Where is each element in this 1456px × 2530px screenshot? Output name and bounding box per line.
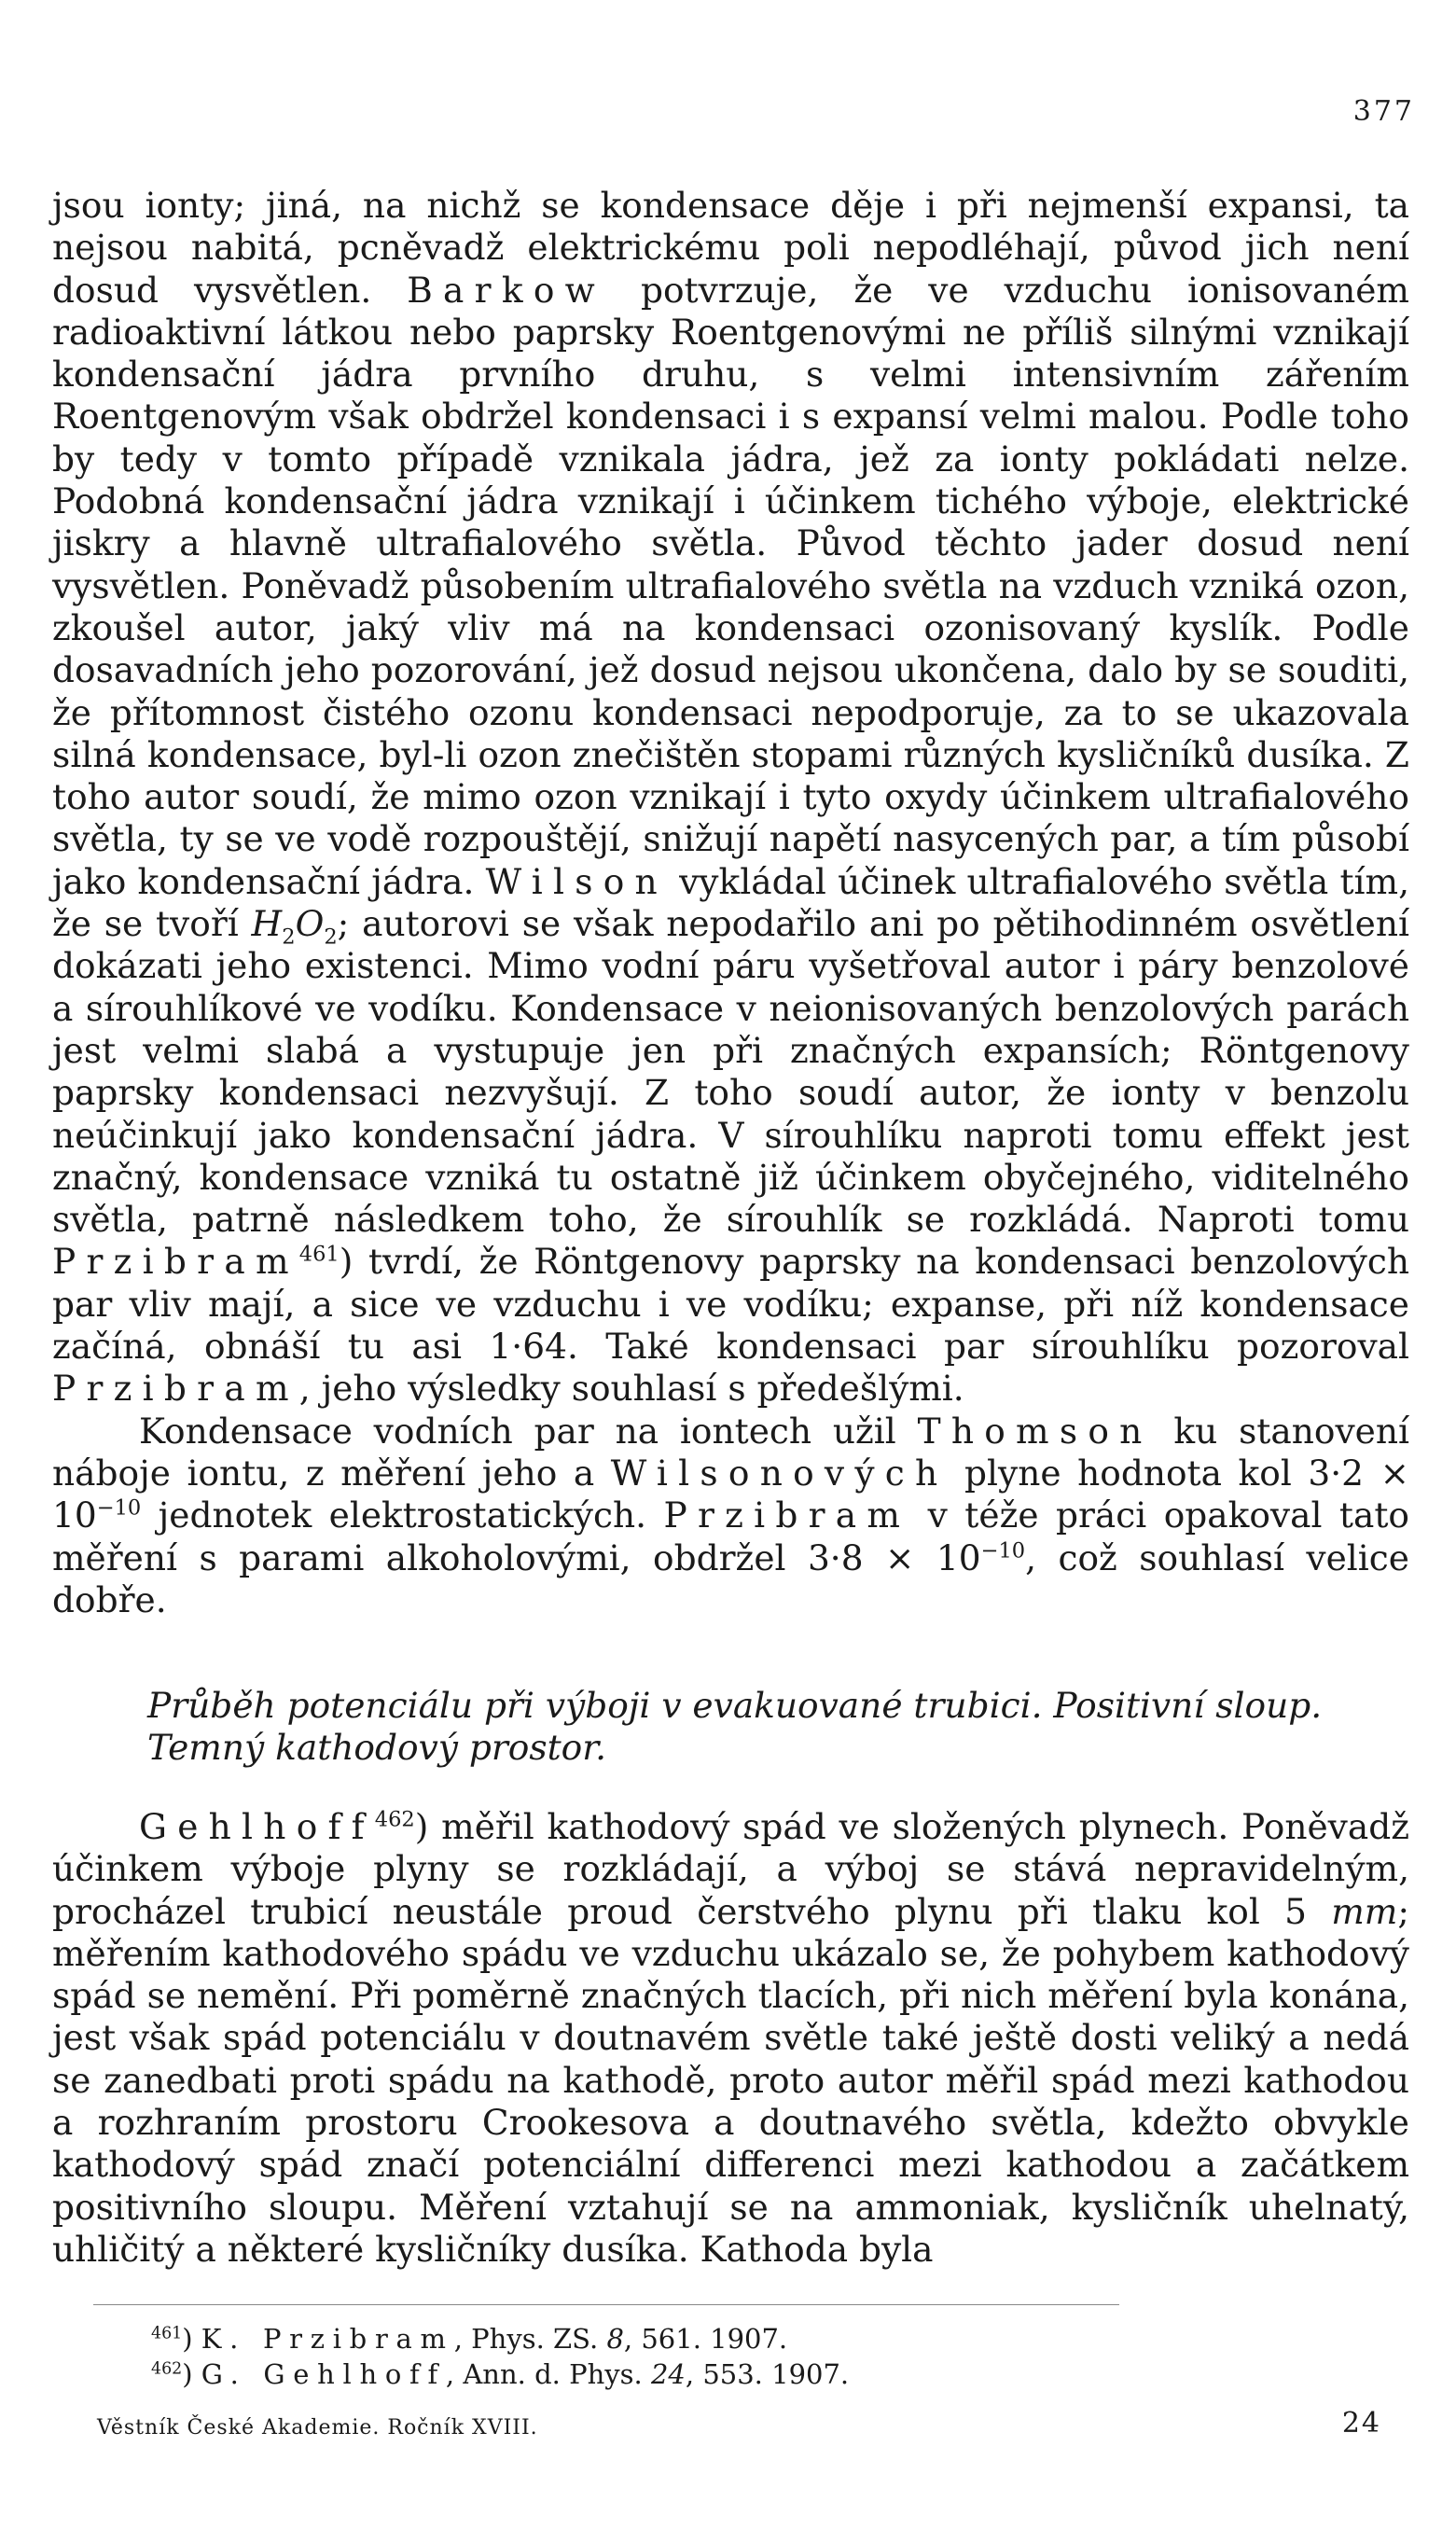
formula-symbol: O	[295, 903, 325, 945]
exponent: −10	[980, 1538, 1026, 1563]
footnote: $^{462}$) G. Gehlhoff, Ann. d. Phys. 24, 553. 1907.	[151, 2358, 850, 2390]
formula-subscript: 2	[324, 924, 338, 950]
exponent: −10	[96, 1495, 142, 1521]
author-name: Barkow	[407, 269, 605, 311]
section-paragraph	[52, 1806, 1409, 2271]
page-number: 377	[1352, 95, 1415, 128]
text-run: , jeho výsledky souhlasí s předešlými.	[298, 1368, 964, 1410]
author-name: Przibram	[52, 1368, 299, 1410]
text-run: plyne hodnota kol 3·2 × 10	[52, 1452, 1409, 1536]
footnote-volume: 8	[606, 2323, 624, 2355]
journal-footer: Věstník České Akademie. Ročník XVIII.	[97, 2416, 538, 2440]
author-name: Thomson	[917, 1410, 1153, 1452]
footnote-ref[interactable]: 462	[374, 1807, 415, 1832]
text-run: Kondensace vodních par na iontech užil	[139, 1410, 918, 1452]
section-heading: Průběh potenciálu při výboji v evakuované trubici. Positivní sloup. Temný kathodový prostor.	[147, 1685, 1323, 1768]
text-run: ) měřil kathodový spád ve složených plynech. Poněvadž účinkem výboje plyny se rozkládají, a výboj se stává nepravidelným, procházel trubicí neustále proud čerstvého plynu při tlaku kol 5	[52, 1806, 1409, 1932]
footnote-volume: 24	[650, 2358, 686, 2390]
text-run: ; měřením kathodového spádu ve vzduchu ukázalo se, že pohybem kathodový spád se nemění. Při poměrně značných tlacích, při nich měření byla konána, jest však spád potenciálu v doutnavém světle také ještě dosti veliký a nedá se zanedbati proti spádu na kathodě, proto autor měřil spád mezi kathodou a rozhraním prostoru Crookesova a doutnavého světla, kdežto obvykle kathodový spád značí potenciální differenci mezi kathodou a začátkem positivního sloupu. Měření vztahují se na ammoniak, kysličník uhelnatý, uhličitý a některé kysličníky dusíka. Kathoda byla	[52, 1890, 1409, 2270]
footnote-ref[interactable]: 461	[298, 1242, 340, 1267]
text-run: v téže práci opakoval tato měření s parami alkoholovými, obdržel 3·8 × 10	[52, 1494, 1409, 1578]
paragraph	[52, 1411, 1409, 1621]
signature-mark: 24	[1341, 2407, 1381, 2440]
footnote: $^{461}$) K. Przibram, Phys. ZS. 8, 561. 1907.	[151, 2323, 788, 2355]
footnote-text: , Phys. ZS.	[453, 2323, 607, 2355]
author-name: Przibram	[52, 1241, 299, 1283]
text-run: ; autorovi se však nepodařilo ani po pětihodinném osvětlení dokázati jeho existenci. Mimo vodní páru vyšetřoval autor i páry benzolové a sírouhlíkové ve vodíku. Kondensace v neionisovaných benzolových parách jest velmi slabá a vystupuje jen při značných expansích; Röntgenovy paprsky kondensaci nezvyšují. Z toho soudí autor, že ionty v benzolu neúčinkují jako kondensační jádra. V sírouhlíku naproti tomu effekt jest značný, kondensace vzniká tu ostatně již účinkem obyčejného, viditelného světla, patrně následkem toho, že sírouhlík se rozkládá. Naproti tomu	[52, 903, 1409, 1241]
formula-symbol: H	[251, 903, 283, 945]
text-run: jednotek elektrostatických.	[141, 1494, 664, 1536]
footnote-author: G. Gehlhoff	[201, 2358, 446, 2390]
author-name: Gehlhoff	[139, 1806, 375, 1847]
footnote-author: K. Przibram	[201, 2323, 454, 2355]
footnote-text: , 561. 1907.	[623, 2323, 788, 2355]
footnotes	[151, 2321, 1364, 2392]
footnote-number: 462	[151, 2359, 183, 2379]
author-name: Wilson	[485, 860, 668, 902]
text-run: jsou ionty; jiná, na nichž se kondensace děje i při nejmenší expansi, ta nejsou nabitá, pcněvadž elektrickému poli nepodléhají, původ jich není dosud vysvětlen.	[52, 185, 1409, 311]
author-name: Wilsonových	[610, 1452, 949, 1494]
author-name: Przibram	[663, 1494, 911, 1536]
main-text	[52, 185, 1409, 1621]
unit: mm	[1331, 1890, 1398, 1932]
footnote-text: , Ann. d. Phys.	[445, 2358, 651, 2390]
footnote-number: 461	[151, 2324, 183, 2343]
formula-subscript: 2	[282, 924, 296, 950]
text-run: vykládal účinek ultrafialového světla tím, že se tvoří	[52, 860, 1409, 945]
text-run: , což souhlasí velice dobře.	[52, 1536, 1409, 1620]
footnote-text: , 553. 1907.	[685, 2358, 850, 2390]
text-run: ku stanovení náboje iontu, z měření jeho a	[52, 1410, 1409, 1494]
text-run: potvrzuje, že ve vzduchu ionisovaném radioaktivní látkou nebo paprsky Roentgenovými ne příliš silnými vznikají kondensační jádra prvního druhu, s velmi intensivním zářením Roentgenovým však obdržel kondensaci i s expansí velmi malou. Podle toho by tedy v tomto případě vznikala jádra, jež za ionty pokládati nelze. Podobná kondensační jádra vznikají i účinkem tichého výboje, elektrické jiskry a hlavně ultrafialového světla. Původ těchto jader dosud není vysvětlen. Poněvadž působením ultrafialového světla na vzduch vzniká ozon, zkoušel autor, jaký vliv má na kondensaci ozonisovaný kyslík. Podle dosavadních jeho pozorování, jež dosud nejsou ukončena, dalo by se souditi, že přítomnost čistého ozonu kondensaci nepodporuje, za to se ukazovala silná kondensace, byl-li ozon znečištěn stopami různých kysličníků dusíka. Z toho autor soudí, že mimo ozon vznikají i tyto oxydy účinkem ultrafialového světla, ty se ve vodě rozpouštějí, snižují napětí nasycených par, a tím působí jako kondensační jádra.	[52, 269, 1409, 902]
text-run: ) tvrdí, že Röntgenovy paprsky na kondensaci benzolových par vliv mají, a sice ve vzduchu i ve vodíku; expanse, při níž kondensace začíná, obnáší tu asi 1·64. Také kondensaci par sírouhlíku pozoroval	[52, 1241, 1409, 1368]
footnote-divider	[93, 2304, 1119, 2305]
paragraph	[52, 185, 1409, 1411]
